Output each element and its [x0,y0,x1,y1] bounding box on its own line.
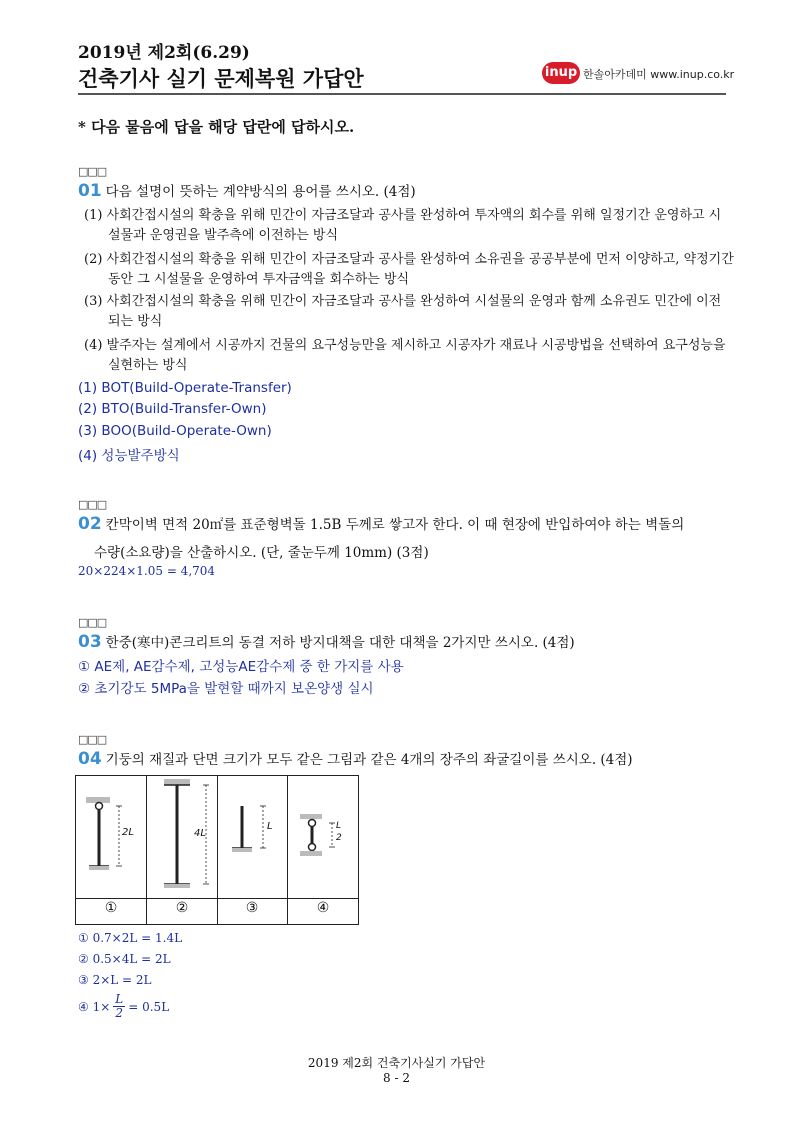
pin-support [96,803,103,810]
q1-item-3 [84,292,721,332]
dimension-label-half-L-num: L [336,821,342,831]
caption-2: ② [175,900,189,916]
column-3-diagram [232,806,266,852]
question-number: 04 [78,749,102,769]
caption-3: ③ [245,900,259,916]
footer-title: 2019 제2회 건축기사실기 가답안 [307,1056,486,1070]
q2-answer: 20×224×1.05 = 4,704 [78,564,216,578]
brand-text: 한솔아카데미 www.inup.co.kr [583,68,735,81]
q1-answer-4: (4) 성능발주방식 [78,448,180,464]
question-2 [78,513,684,534]
dimension-label-2L: 2L [122,827,134,838]
support-hatch [164,779,190,785]
header-title: 건축기사 실기 문제복원 가답안 [78,66,364,91]
caption-1: ① [104,900,118,916]
caption-4: ④ [316,900,330,916]
q4-answer-4 [78,993,169,1020]
check-marks: □□□ [78,616,107,629]
q1-answer-1: (1) BOT(Build-Operate-Transfer) [78,380,292,396]
question-number: 02 [78,514,102,534]
answer-suffix: = 0.5L [128,999,170,1014]
q4-answer-1: ① 0.7×2L = 1.4L [78,931,183,945]
inup-logo: inup [542,62,580,84]
question-3 [78,631,575,652]
column-1-diagram [86,797,122,870]
question-text: 칸막이벽 면적 20㎡를 표준형벽돌 1.5B 두께로 쌓고자 한다. 이 때 현장에 반입하여야 하는 벽돌의 [105,517,685,533]
item-line: (3) 사회간접시설의 확충을 위해 민간이 자금조달과 공사를 완성하여 시설물의 운영과 함께 소유권도 민간에 이전 [84,294,722,309]
item-line: 실현하는 방식 [108,358,188,373]
answer-prefix: ④ 1× [78,999,111,1014]
header-date: 2019년 제2회(6.29) [78,43,250,63]
q1-item-2 [84,250,734,290]
dimension-label-half-L-den: 2 [336,833,342,843]
question-text: 다음 설명이 뜻하는 계약방식의 용어를 쓰시오. (4점) [105,184,416,200]
question-text-cont: 수량(소요량)을 산출하시오. (단, 줄눈두께 10mm) (3점) [94,545,429,561]
column-figure-table [75,775,359,925]
q1-answer-3: (3) BOO(Build-Operate-Own) [78,423,272,439]
check-marks: □□□ [78,733,107,746]
question-4 [78,748,633,769]
dimension-label-L: L [267,821,273,832]
support-hatch [164,884,190,888]
q4-answer-2: ② 0.5×4L = 2L [78,952,171,966]
item-line: 동안 그 시설물을 운영하여 투자금액을 회수하는 방식 [108,272,410,287]
support-hatch [300,814,322,819]
fraction-numerator: L [115,992,124,1006]
item-line: 설물과 운영권을 발주측에 이전하는 방식 [108,228,339,243]
fraction-denominator: 2 [115,1006,124,1020]
instruction: * 다음 물음에 답을 해당 답란에 답하시오. [78,118,355,136]
q1-item-1 [84,206,721,246]
column-diagrams [76,776,358,898]
fraction [113,993,125,1020]
pin-support [309,820,316,827]
question-number: 03 [78,632,102,652]
item-line: (4) 발주자는 설계에서 시공까지 건물의 요구성능만을 제시하고 시공자가 재료나 시공방법을 선택하여 요구성능을 [84,338,726,353]
header-divider [78,93,726,95]
item-line: (1) 사회간접시설의 확충을 위해 민간이 자금조달과 공사를 완성하여 투자액의 회수를 위해 일정기간 운영하고 시 [84,208,722,223]
question-number: 01 [78,181,102,201]
column-4-diagram [300,814,335,856]
q1-item-4 [84,336,726,376]
support-hatch [300,851,322,856]
item-line: 되는 방식 [108,314,163,329]
question-text: 한중(寒中)콘크리트의 동결 저하 방지대책을 대한 대책을 2가지만 쓰시오. (4점) [105,635,575,651]
dimension-label-4L: 4L [194,828,206,839]
support-hatch [89,866,109,870]
check-marks: □□□ [78,165,107,178]
check-marks: □□□ [78,498,107,511]
q1-answer-2: (2) BTO(Build-Transfer-Own) [78,401,267,417]
question-text: 기둥의 재질과 단면 크기가 모두 같은 그림과 같은 4개의 장주의 좌굴길이를 쓰시오. (4점) [105,752,633,768]
q3-answer-1: ① AE제, AE감수제, 고성능AE감수제 중 한 가지를 사용 [78,659,404,675]
pin-support [309,844,316,851]
q4-answer-3: ③ 2×L = 2L [78,973,152,987]
q3-answer-2: ② 초기강도 5MPa을 발현할 때까지 보온양생 실시 [78,681,374,697]
support-hatch [232,848,252,852]
question-1 [78,180,416,201]
item-line: (2) 사회간접시설의 확충을 위해 민간이 자금조달과 공사를 완성하여 소유권을 공공부분에 먼저 이양하고, 약정기간 [84,252,734,267]
page-number: 8 - 2 [383,1071,410,1085]
table-divider [76,898,358,899]
